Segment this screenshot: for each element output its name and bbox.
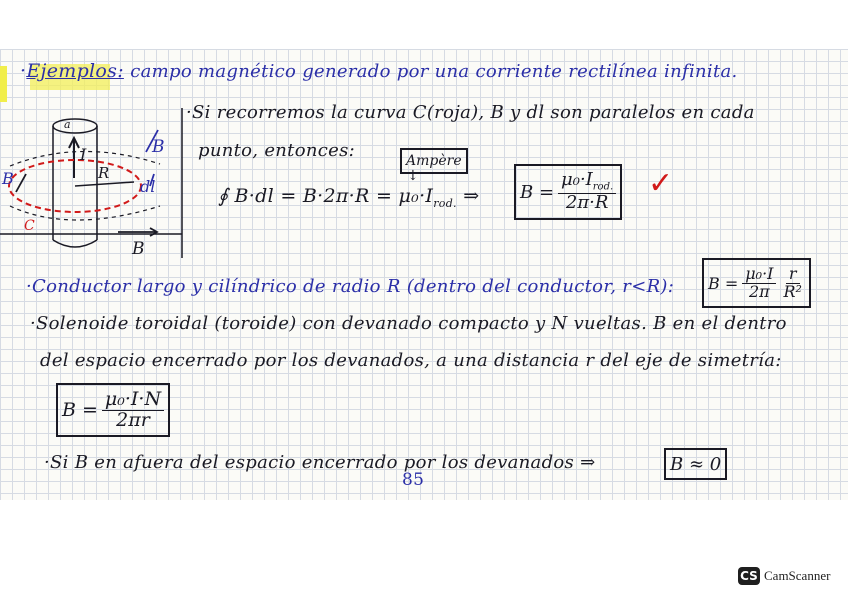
ampere-equation: ∮ $B\cdot dl = B\cdot 2\pi\cdot R = \mu_0\cdot I_{rod.}$ ⇒ [218,185,480,210]
ampere-arrow: ↓ [407,168,420,184]
paragraph-line-5: del espacio encerrado por los devanados, a una distancia r del eje de simetría: [40,350,782,371]
label-a: a [64,118,71,131]
cylinder-top-ellipse [53,119,97,133]
result-box-cylinder: B = $\frac{\text{μ₀·I}}{2\pi}$ $\frac{r}{\text{R²}}$ [702,258,811,308]
paragraph-line-4: ·Solenoide toroidal (toroide) con devanado compacto y N vueltas. B en el dentro [30,313,787,334]
paragraph-line-2: punto, entonces: [198,140,355,161]
heading-label: Ejemplos: [26,60,124,82]
label-current: I [80,145,87,164]
result-fraction: $\frac{\mu_0\cdot I_{rod.}}{2\pi\cdot R}$ [558,171,616,213]
label-b-right: B [152,137,165,157]
label-curve-c: C [24,218,35,234]
b-vector-left [16,174,26,192]
red-check-mark: ✓ [648,166,674,201]
camscanner-text: CamScanner [764,568,831,583]
heading-text: campo magnético generado por una corriente rectilínea infinita. [130,61,738,82]
label-b-bottom: B [132,239,145,259]
label-b-left: B [2,169,14,188]
result-box-outside: B ≈ 0 [664,448,727,480]
cylinder-bottom-curve [53,240,97,247]
heading-bullet: · [20,60,27,82]
camscanner-badge-icon: CS [738,567,760,585]
result-box-straight-wire: B = $\frac{\mu_0\cdot I_{rod.}}{2\pi\cdot R}$ [514,164,622,220]
margin-highlight-marker [0,66,7,102]
paragraph-line-1: ·Si recorremos la curva C(roja), B y dl son paralelos en cada [186,102,755,123]
ampere-label-box: Ampère [400,148,468,174]
label-radius: R [98,164,110,182]
cylinder-figure [0,108,186,260]
paragraph-line-3: ·Conductor largo y cilíndrico de radio R (dentro del conductor, r<R): [26,276,675,297]
result-box-toroid: B = $\frac{\text{μ₀·I·N}}{2\pi r}$ [56,383,170,437]
radius-line [75,182,134,186]
label-dl: dl [140,177,156,196]
camscanner-logo [738,567,830,585]
page-number: 85 [402,470,425,490]
paragraph-line-6: ·Si B en afuera del espacio encerrado por los devanados ⇒ [44,452,596,473]
